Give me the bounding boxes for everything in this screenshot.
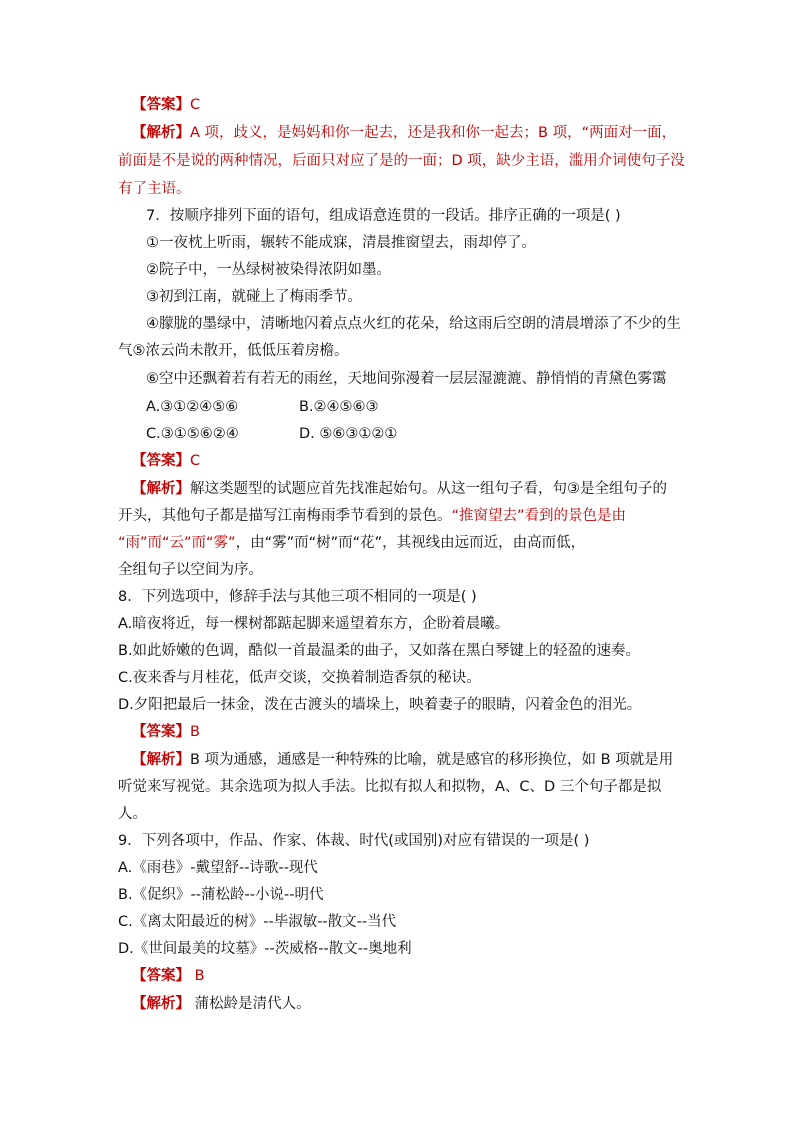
q9-option-b: B.《促织》--蒲松龄--小说--明代 bbox=[118, 887, 324, 903]
q9-analysis bbox=[132, 994, 311, 1014]
q7-sentence-4-line2: 气⑤浓云尚未散开，低低压着房檐。 bbox=[118, 343, 349, 359]
analysis-tag: 【解析】 bbox=[132, 125, 190, 141]
q8-answer bbox=[132, 722, 200, 742]
analysis-text: 解这类题型的试题应首先找准起始句。从这一组句子看，句③是全组句子的 bbox=[190, 481, 667, 497]
q9-answer bbox=[132, 966, 205, 986]
q7-option-b: B.②④⑤⑥③ bbox=[299, 399, 379, 415]
answer-tag: 【答案】 bbox=[132, 724, 190, 740]
analysis-text: 蒲松龄是清代人。 bbox=[190, 996, 311, 1012]
q8-analysis-line2: 听觉来写视觉。其余选项为拟人手法。比拟有拟人和拟物，A、C、D 三个句子都是拟 bbox=[118, 779, 662, 795]
answer-tag: 【答案】 bbox=[132, 968, 190, 984]
q7-sentence-2: ②院子中，一丛绿树被染得浓阴如墨。 bbox=[146, 262, 391, 278]
q7-stem: 7．按顺序排列下面的语句，组成语意连贯的一段话。排序正确的一项是( ) bbox=[146, 208, 621, 224]
q8-option-a: A.暗夜将近，每一棵树都踮起脚来遥望着东方，企盼着晨曦。 bbox=[118, 616, 510, 632]
q7-analysis-line4: 全组句子以空间为序。 bbox=[118, 562, 263, 578]
q8-option-c: C.夜来香与月桂花，低声交谈，交换着制造香氛的秘诀。 bbox=[118, 670, 481, 686]
q7-sentence-1: ①一夜枕上听雨，辗转不能成寐，清晨推窗望去，雨却停了。 bbox=[146, 235, 536, 251]
q7-sentence-3: ③初到江南，就碰上了梅雨季节。 bbox=[146, 289, 362, 305]
q8-analysis-line1 bbox=[132, 750, 673, 770]
q7-sentence-4-line1: ④朦胧的墨绿中，清晰地闪着点点火红的花朵，给这雨后空朗的清晨增添了不少的生 bbox=[146, 316, 681, 332]
q8-stem: 8．下列选项中，修辞手法与其他三项不相同的一项是( ) bbox=[118, 589, 477, 605]
analysis-text: 开头，其他句子都是描写江南梅雨季节看到的景色。 bbox=[118, 508, 452, 524]
q8-option-b: B.如此娇嫩的色调，酷似一首最温柔的曲子，又如落在黑白琴键上的轻盈的速奏。 bbox=[118, 643, 641, 659]
q6-analysis-line3: 有了主语。 bbox=[118, 181, 191, 197]
q8-option-d: D.夕阳把最后一抹金，泼在古渡头的墙垛上，映着妻子的眼睛，闪着金色的泪光。 bbox=[118, 697, 642, 713]
q9-option-d: D.《世间最美的坟墓》--茨威格--散文--奥地利 bbox=[118, 941, 412, 957]
answer-value: C bbox=[190, 97, 201, 113]
q7-option-a: A.③①②④⑤⑥ bbox=[146, 399, 239, 415]
analysis-tag: 【解析】 bbox=[132, 481, 190, 497]
analysis-quote: “推窗望去”看到的景色是由 bbox=[451, 508, 627, 524]
q7-option-d: D. ⑤⑥③①②① bbox=[299, 426, 398, 442]
answer-tag: 【答案】 bbox=[132, 97, 190, 113]
q7-analysis-line3 bbox=[118, 533, 585, 553]
analysis-quote: “两面对一面， bbox=[581, 125, 677, 141]
answer-value: C bbox=[190, 453, 201, 469]
q6-answer bbox=[132, 95, 200, 115]
analysis-tag: 【解析】 bbox=[132, 996, 190, 1012]
analysis-text: A 项，歧义，是妈妈和你一起去，还是我和你一起去；B 项， bbox=[190, 125, 582, 141]
q9-stem: 9．下列各项中，作品、作家、体裁、时代(或国别)对应有错误的一项是( ) bbox=[118, 833, 590, 849]
answer-value: B bbox=[190, 968, 205, 984]
answer-tag: 【答案】 bbox=[132, 453, 190, 469]
q6-analysis-line1 bbox=[132, 123, 676, 143]
q7-sentence-6: ⑥空中还飘着若有若无的雨丝，天地间弥漫着一层层湿漉漉、静悄悄的青黛色雾霭 bbox=[146, 371, 667, 387]
q7-option-c: C.③①⑤⑥②④ bbox=[146, 426, 239, 442]
analysis-text: B 项为通感，通感是一种特殊的比喻，就是感官的移形换位，如 B 项就是用 bbox=[190, 752, 674, 768]
q7-analysis-line1 bbox=[132, 479, 667, 499]
q7-analysis-line2 bbox=[118, 506, 626, 526]
q8-analysis-line3: 人。 bbox=[118, 806, 147, 822]
analysis-quote: “雨”而“云”而“雾” bbox=[118, 535, 236, 551]
q9-option-c: C.《离太阳最近的树》--毕淑敏--散文--当代 bbox=[118, 914, 397, 930]
analysis-text: ，由“雾”而“树”而“花”，其视线由远而近，由高而低， bbox=[235, 535, 586, 551]
q6-analysis-line2: 前面是不是说的两种情况，后面只对应了是的一面；D 项，缺少主语，滥用介词使句子没 bbox=[118, 153, 685, 169]
analysis-tag: 【解析】 bbox=[132, 752, 190, 768]
q9-option-a: A.《雨巷》-戴望舒--诗歌--现代 bbox=[118, 860, 318, 876]
q7-answer bbox=[132, 451, 200, 471]
answer-value: B bbox=[190, 724, 200, 740]
